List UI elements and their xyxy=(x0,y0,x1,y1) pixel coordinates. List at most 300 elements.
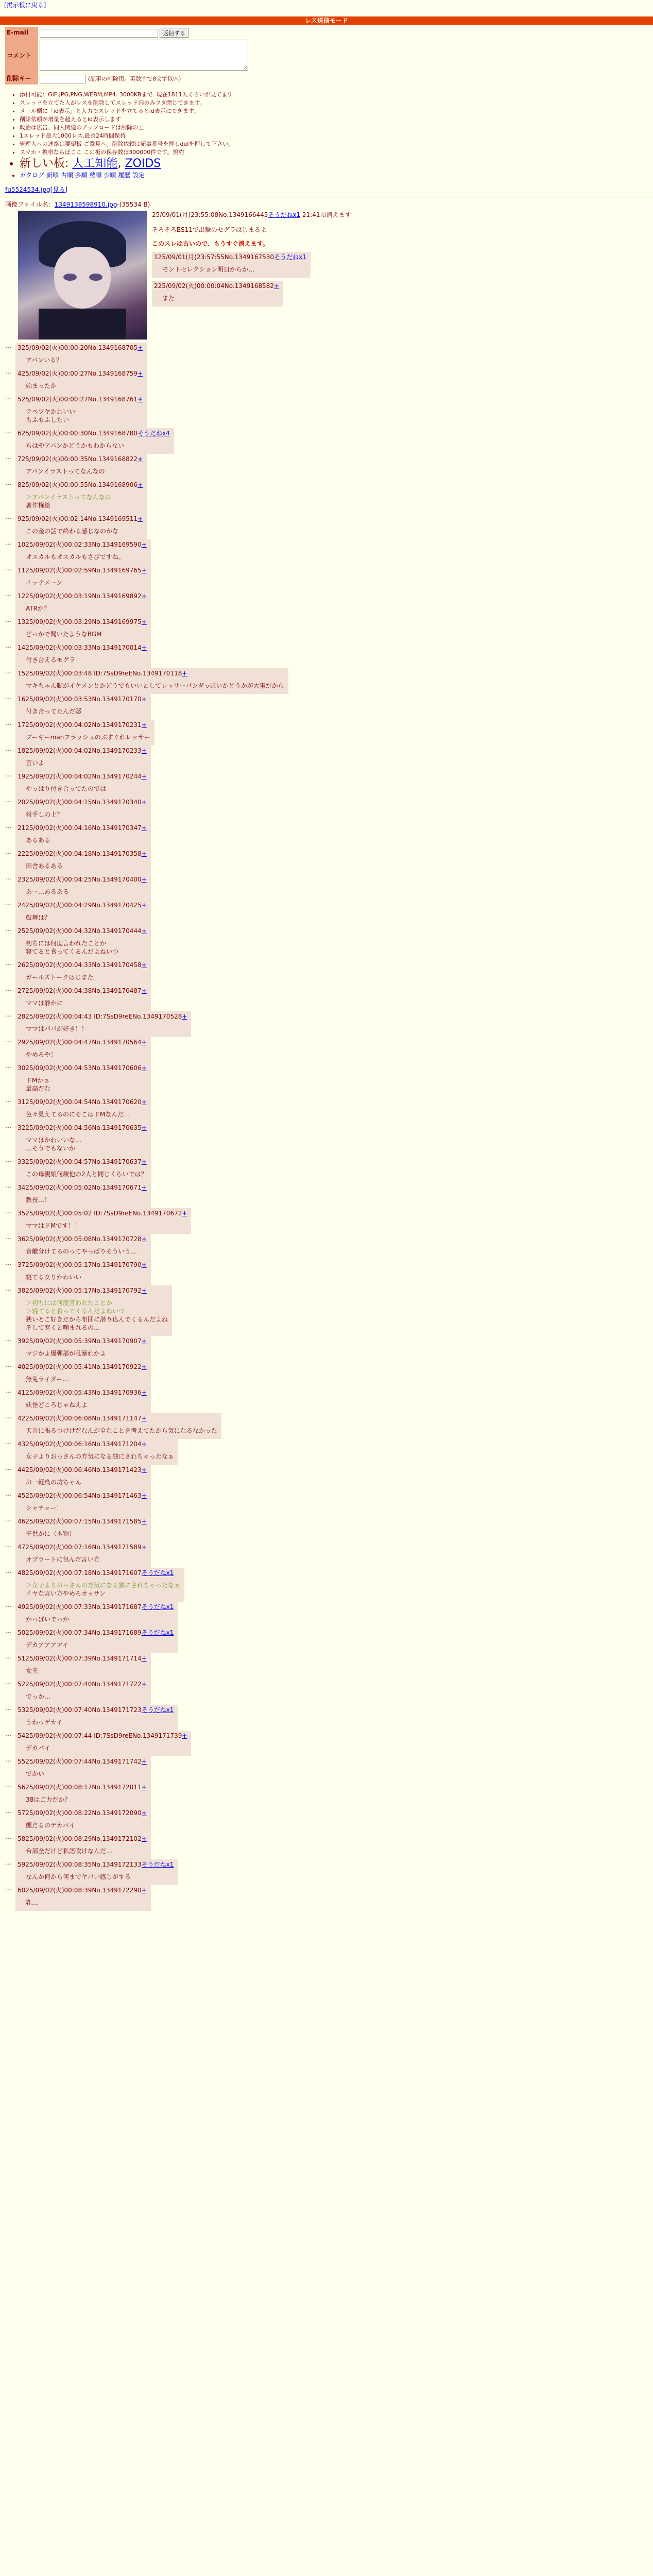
reply-indent-marker: … xyxy=(5,1010,11,1018)
sodane-button[interactable]: + xyxy=(141,1337,147,1345)
reply-line: ママはかわいいな… xyxy=(26,1136,82,1144)
reply-header-text: 4225/09/02(火)00:06:08No.1349171147 xyxy=(18,1414,142,1422)
reply-body xyxy=(18,463,143,477)
back-to-board-link[interactable]: [掲示板に戻る] xyxy=(4,2,46,9)
note-item: • スマホ・携帯ならばここ この板の保存数は300000件です。規約 xyxy=(20,148,653,157)
quote-line: ＞女子よりおっさんの方気になる独にされちゃったなぁ xyxy=(26,1581,181,1589)
reply-indent-marker: … xyxy=(5,770,11,778)
sodane-button[interactable]: + xyxy=(138,515,143,522)
quote-line: ＞アバンイラストってなんなの xyxy=(26,493,111,501)
reply-box xyxy=(15,900,151,926)
note-item: • 政治は広告、同人関連のアップロードは削除の上 xyxy=(20,124,653,132)
reply-row xyxy=(5,1413,653,1439)
reply-header-text: 4925/09/02(火)00:07:33No.1349171687 xyxy=(18,1603,142,1611)
reply-box xyxy=(15,642,151,668)
reply-header-text: 3825/09/02(火)00:05:17No.1349170792 xyxy=(18,1286,142,1294)
reply-indent-marker: … xyxy=(5,899,11,907)
reply-body xyxy=(18,1046,147,1060)
sodane-button[interactable]: + xyxy=(141,1388,147,1396)
reply-body xyxy=(18,600,147,614)
sodane-button[interactable]: + xyxy=(141,747,147,754)
sodane-button[interactable]: + xyxy=(141,618,147,625)
sodane-button[interactable]: + xyxy=(141,1835,147,1842)
sodane-button[interactable]: + xyxy=(141,1064,147,1072)
reply-box xyxy=(15,823,151,849)
sodane-button[interactable]: そうだねx1 xyxy=(141,1569,174,1577)
sodane-button[interactable]: + xyxy=(141,1680,147,1688)
reply-line: 田舎あるある xyxy=(26,862,63,870)
sodane-button[interactable]: + xyxy=(182,1012,187,1020)
reply-body xyxy=(18,1192,147,1205)
reply-body xyxy=(18,729,150,742)
new-board-link[interactable]: 人工知能 xyxy=(72,157,118,170)
reply-indent-marker: … xyxy=(5,1062,11,1070)
reply-line: 台部全だけど私語吹けなんだ… xyxy=(26,1847,113,1855)
reply-header xyxy=(18,850,147,858)
reply-box xyxy=(15,617,151,642)
reply-row xyxy=(5,565,653,591)
sodane-button[interactable]: + xyxy=(182,1732,187,1739)
reply-body xyxy=(18,1448,174,1462)
reply-indent-marker: … xyxy=(5,1781,11,1789)
sodane-button[interactable]: + xyxy=(141,1235,147,1243)
reply-header-text: 1325/09/02(火)00:03:29No.1349169975 xyxy=(18,618,142,625)
reply-header-text: 2525/09/02(火)00:04:32No.1349170444 xyxy=(18,927,142,935)
reply-header-text: 2825/09/02(火)00:04:43 ID:7SsD9reENo.1349170528 xyxy=(18,1012,182,1020)
reply-line: マジかよ爆弾部が乱暴れかよ xyxy=(26,1349,107,1357)
sodane-button[interactable]: + xyxy=(141,1466,147,1473)
reply-indent-marker: … xyxy=(5,693,11,701)
reply-row xyxy=(5,1465,653,1490)
reply-header xyxy=(18,481,143,489)
sodane-button[interactable]: + xyxy=(138,344,143,351)
submit-reply-button[interactable]: 返信する xyxy=(160,28,188,38)
sodane-button[interactable]: + xyxy=(274,282,280,290)
new-board-link[interactable]: ZOIDS xyxy=(125,157,161,170)
reply-box xyxy=(15,591,151,617)
op-thumbnail[interactable] xyxy=(18,211,147,340)
reply-body xyxy=(18,549,147,562)
reply-row xyxy=(5,823,653,849)
sodane-button[interactable]: + xyxy=(141,987,147,994)
sodane-button[interactable]: + xyxy=(141,721,147,728)
reply-line: 付き合えるモグラ xyxy=(26,656,76,664)
sodane-button[interactable]: + xyxy=(141,566,147,574)
catalog-link[interactable]: カタログ xyxy=(20,171,45,179)
sodane-button[interactable]: + xyxy=(141,643,147,651)
reply-indent-marker: … xyxy=(5,641,11,649)
sodane-button[interactable]: + xyxy=(141,850,147,857)
reply-row xyxy=(5,617,653,642)
reply-box xyxy=(15,394,147,428)
file-view-link[interactable]: fu5524534.jpg[見る] xyxy=(5,185,68,193)
reply-box xyxy=(15,1679,151,1705)
sodane-button[interactable]: + xyxy=(141,1757,147,1765)
reply-body xyxy=(18,1791,147,1805)
reply-header xyxy=(18,1783,147,1791)
reply-row xyxy=(5,1336,653,1362)
catalog-links xyxy=(20,171,653,179)
reply-indent-marker: … xyxy=(5,1858,11,1866)
delete-key-field[interactable] xyxy=(40,75,86,83)
post-form xyxy=(5,27,250,84)
op-header-text: 25/09/01(月)23:55:08No.1349166445 xyxy=(152,211,268,218)
delete-key-label: 削除キー xyxy=(5,74,38,84)
sodane-button[interactable]: + xyxy=(138,369,143,377)
reply-header-text: 825/09/02(火)00:00:55No.1349168906 xyxy=(18,481,138,488)
reply-line: 初ちには何度言われたことか xyxy=(26,939,107,947)
reply-row xyxy=(5,849,653,874)
reply-indent-marker: … xyxy=(5,796,11,804)
reply-header-text: 4725/09/02(火)00:07:16No.1349171589 xyxy=(18,1543,142,1551)
reply-box xyxy=(15,1387,151,1413)
sodane-button[interactable]: そうだねx1 xyxy=(274,253,306,261)
reply-indent-marker: … xyxy=(5,1233,11,1241)
sodane-button[interactable]: + xyxy=(141,1124,147,1131)
sodane-button[interactable]: + xyxy=(141,1783,147,1791)
reply-indent-marker: … xyxy=(5,564,11,572)
reply-row xyxy=(5,1123,653,1157)
reply-box xyxy=(15,1705,178,1731)
sodane-button[interactable]: + xyxy=(141,927,147,935)
reply-row xyxy=(5,480,653,514)
sodane-button[interactable]: そうだねx1 xyxy=(141,1860,174,1868)
reply-body xyxy=(18,832,147,845)
reply-box xyxy=(15,1885,151,1911)
reply-header xyxy=(18,1388,147,1397)
sodane-button[interactable]: + xyxy=(141,1543,147,1551)
reply-line: もふもふしたい xyxy=(26,416,70,423)
sodane-button[interactable]: + xyxy=(141,1492,147,1499)
reply-box xyxy=(15,1097,151,1123)
sodane-button[interactable]: そうだねx4 xyxy=(138,429,170,437)
reply-header xyxy=(18,1440,174,1448)
reply-row xyxy=(5,642,653,668)
reply-indent-marker: … xyxy=(5,1626,11,1634)
reply-indent-marker: … xyxy=(5,513,11,520)
reply-header-text: 325/09/02(火)00:00:20No.1349168705 xyxy=(18,344,138,351)
reply-row xyxy=(5,874,653,900)
reply-header-text: 3425/09/02(火)00:05:02No.1349170671 xyxy=(18,1183,142,1191)
reply-header-text: 225/09/02(火)00:00:04No.1349168582 xyxy=(154,282,274,290)
reply-line: マキちゃん脚がイケメンとかどうでもいいとしてレッサーパンダっぽいかどうかが大事だから xyxy=(26,682,284,689)
reply-body xyxy=(18,378,143,391)
reply-row xyxy=(5,1602,653,1628)
sodane-button[interactable]: + xyxy=(141,1414,147,1422)
sodane-button[interactable]: + xyxy=(141,540,147,548)
reply-header xyxy=(18,1012,187,1021)
sort-link[interactable]: 新順 xyxy=(46,171,59,179)
reply-header-text: 5825/09/02(火)00:08:29No.1349172102 xyxy=(18,1835,142,1842)
sodane-button[interactable]: + xyxy=(141,798,147,806)
sodane-button[interactable]: + xyxy=(141,1440,147,1448)
sodane-button[interactable]: + xyxy=(141,1517,147,1525)
reply-box xyxy=(15,668,288,694)
sodane-button[interactable]: + xyxy=(141,875,147,883)
reply-line: デカアアアアイ xyxy=(26,1641,68,1649)
reply-row xyxy=(5,694,653,720)
reply-header-text: 5325/09/02(火)00:07:40No.1349171723 xyxy=(18,1706,142,1714)
reply-body xyxy=(18,652,147,665)
reply-row xyxy=(5,454,653,480)
reply-header xyxy=(18,1732,187,1740)
sodane-button[interactable]: + xyxy=(141,772,147,780)
op-body xyxy=(152,209,653,308)
reply-row xyxy=(5,1756,653,1782)
sodane-button[interactable]: + xyxy=(141,1261,147,1268)
reply-row xyxy=(5,539,653,565)
sodane-button[interactable]: そうだねx1 xyxy=(141,1603,174,1611)
reply-header xyxy=(18,1209,187,1217)
reply-line: オスカルもオスカルもさびですね。 xyxy=(26,553,125,561)
reply-box xyxy=(15,565,151,591)
sodane-button[interactable]: + xyxy=(182,1209,187,1217)
reply-line: イッテメーン xyxy=(26,579,63,586)
reply-line: 女王 xyxy=(26,1667,39,1674)
reply-body xyxy=(18,806,147,820)
reply-header xyxy=(18,1629,174,1637)
op-file-link[interactable]: 1349138598910.jpg xyxy=(54,200,117,208)
old-thread-warning: このスレは古いので、もうすぐ消えます。 xyxy=(152,240,269,247)
reply-line: 寝てる女りかわいい xyxy=(26,1273,82,1281)
reply-indent-marker: … xyxy=(5,1541,11,1549)
reply-indent-marker: … xyxy=(5,427,11,435)
reply-header xyxy=(18,618,147,626)
reply-row xyxy=(5,1157,653,1182)
reply-row xyxy=(5,343,653,368)
sort-link[interactable]: 多順 xyxy=(75,171,88,179)
reply-header-text: 2125/09/02(火)00:04:16No.1349170347 xyxy=(18,824,142,832)
sodane-button[interactable]: そうだねx1 xyxy=(268,211,301,218)
reply-header xyxy=(18,540,147,549)
history-link[interactable]: 履歴 xyxy=(118,171,131,179)
sodane-button[interactable]: + xyxy=(141,1098,147,1106)
reply-line: ガールズトークはじまた xyxy=(26,973,94,981)
sodane-button[interactable]: + xyxy=(141,1038,147,1046)
reply-header xyxy=(18,1124,147,1132)
sodane-button[interactable]: + xyxy=(141,901,147,909)
reply-header xyxy=(18,1337,147,1345)
reply-box xyxy=(15,1362,151,1387)
sodane-button[interactable]: + xyxy=(141,1363,147,1370)
reply-header xyxy=(18,1158,147,1166)
reply-row xyxy=(5,720,653,745)
reply-row xyxy=(5,1182,653,1208)
reply-box xyxy=(15,1037,151,1063)
reply-box xyxy=(15,849,151,874)
sodane-button[interactable]: + xyxy=(141,1809,147,1817)
note-item: • 削除依頼が増量を超えるとid表示します xyxy=(20,115,653,124)
reply-line: あるある xyxy=(26,836,51,844)
reply-header-text: 2725/09/02(火)00:04:38No.1349170487 xyxy=(18,987,142,994)
sodane-button[interactable]: + xyxy=(141,961,147,969)
sodane-button[interactable]: そうだねx1 xyxy=(141,1629,174,1636)
reply-body xyxy=(18,1740,187,1753)
reply-line: かっぱいでっか xyxy=(26,1615,70,1623)
reply-row xyxy=(5,1362,653,1387)
reply-line: この金の話で終わる感じなのかな xyxy=(26,527,119,535)
reply-row xyxy=(5,514,653,539)
comment-textarea[interactable] xyxy=(40,40,248,71)
reply-header xyxy=(18,1654,147,1663)
reply-header-text: 125/09/01(月)23:57:55No.1349167530 xyxy=(154,253,274,261)
reply-body xyxy=(18,1551,147,1565)
note-item: • 管理人への連絡は要望板 ご意見へ。削除依頼は記事番号を押しdelを押して下さい。 xyxy=(20,140,653,148)
reply-row xyxy=(5,1516,653,1542)
reply-indent-marker: … xyxy=(5,1259,11,1266)
reply-body xyxy=(18,1688,147,1702)
reply-box xyxy=(15,926,151,960)
sodane-button[interactable]: + xyxy=(141,1286,147,1294)
new-boards-label: 新しい板: xyxy=(20,157,69,170)
sort-link[interactable]: 少順 xyxy=(104,171,116,179)
reply-body xyxy=(18,626,147,639)
reply-row xyxy=(5,986,653,1011)
reply-header-text: 6025/09/02(火)00:08:39No.1349172290 xyxy=(18,1886,142,1894)
sodane-button[interactable]: + xyxy=(141,824,147,832)
reply-line: …そうでもないか xyxy=(26,1144,76,1152)
reply-line: イヤな言い方やめろオッサン xyxy=(26,1589,106,1597)
reply-header xyxy=(18,1492,147,1500)
reply-line: 教授…！ xyxy=(26,1196,51,1204)
reply-header xyxy=(18,1517,147,1526)
reply-box xyxy=(15,771,151,797)
reply-row xyxy=(5,1387,653,1413)
reply-row xyxy=(5,1731,653,1756)
reply-header-text: 4125/09/02(火)00:05:43No.1349170936 xyxy=(18,1388,142,1396)
reply-line: 鰹だるのデカパイ xyxy=(26,1821,75,1829)
reply-box xyxy=(15,797,151,823)
reply-line: そして寒くと噛まれるの… xyxy=(26,1324,100,1331)
reply-header-text: 925/09/02(火)00:02:14No.1349169511 xyxy=(18,515,138,522)
reply-header xyxy=(18,927,147,935)
reply-box xyxy=(15,1490,151,1516)
reply-header xyxy=(18,1860,174,1869)
reply-indent-marker: … xyxy=(5,1704,11,1711)
reply-header-text: 3025/09/02(火)00:04:53No.1349170606 xyxy=(18,1064,142,1072)
reply-line: 始まったか xyxy=(26,382,57,389)
reply-header-text: 5525/09/02(火)00:07:44No.1349171742 xyxy=(18,1757,142,1765)
reply-line: 付き合ってたんだ🐱 xyxy=(26,707,82,715)
sodane-button[interactable]: + xyxy=(141,695,147,703)
sodane-button[interactable]: + xyxy=(138,455,143,463)
reply-header xyxy=(18,1603,174,1611)
reply-body xyxy=(18,574,147,588)
email-field[interactable] xyxy=(40,29,158,38)
sodane-button[interactable]: そうだねx1 xyxy=(141,1706,174,1714)
reply-header-text: 1225/09/02(火)00:03:19No.1349169892 xyxy=(18,592,142,600)
reply-row xyxy=(5,1234,653,1260)
reply-text: モントセレクション明日からか… xyxy=(162,265,255,273)
reply-indent-marker: … xyxy=(5,1386,11,1394)
reply-indent-marker: … xyxy=(5,959,11,967)
reply-header-text: 5425/09/02(火)00:07:44 ID:7SsD9reENo.1349171739 xyxy=(18,1732,182,1739)
sodane-button[interactable]: + xyxy=(141,1158,147,1165)
reply-header xyxy=(18,695,147,703)
sort-link[interactable]: 勢順 xyxy=(89,171,102,179)
reply-box xyxy=(15,874,151,900)
reply-box xyxy=(15,428,174,454)
reply-body xyxy=(18,1843,147,1856)
reply-line: 鼓舞は？ xyxy=(26,913,51,921)
reply-line: デカパイ xyxy=(26,1744,50,1752)
reply-body xyxy=(18,995,147,1008)
reply-indent-marker: … xyxy=(5,1678,11,1686)
reply-row xyxy=(5,745,653,771)
sodane-button[interactable]: + xyxy=(138,481,143,488)
reply-box xyxy=(15,1336,151,1362)
reply-indent-marker: … xyxy=(5,719,11,726)
reply-header-text: 525/09/02(火)00:00:27No.1349168761 xyxy=(18,395,138,403)
sodane-button[interactable]: + xyxy=(182,669,187,677)
reply-box xyxy=(15,745,151,771)
reply-body xyxy=(18,523,143,536)
new-boards: • 新しい板: 人工知能, ZOIDS xyxy=(20,157,653,171)
reply-box xyxy=(15,1465,151,1490)
reply-line: 天井に張るつけけだなんが全なことを考えてたから気になるなかった xyxy=(26,1427,217,1434)
reply-line: どっかで聞いたようなBGM xyxy=(26,630,102,638)
reply-indent-marker: … xyxy=(5,873,11,881)
reply-box xyxy=(15,343,147,368)
board-notes xyxy=(20,91,653,179)
reply-box xyxy=(15,1628,178,1653)
reply-line: ATRか？ xyxy=(26,604,50,612)
reply-box xyxy=(15,1260,151,1285)
reply-indent-marker: … xyxy=(5,848,11,855)
reply-line: 色々見えてるのにそこはドMなんだ… xyxy=(26,1110,130,1118)
reply-header xyxy=(18,455,143,463)
reply-header-text: 5125/09/02(火)00:07:39No.1349171714 xyxy=(18,1654,142,1662)
reply-body xyxy=(18,1611,174,1624)
reply-header-text: 4625/09/02(火)00:07:15No.1349171585 xyxy=(18,1517,142,1525)
reply-box xyxy=(15,1859,178,1885)
sodane-button[interactable]: + xyxy=(141,592,147,600)
reply-indent-marker: … xyxy=(5,1284,11,1292)
reply-body xyxy=(18,352,143,365)
reply-indent-marker: … xyxy=(5,479,11,486)
reply-box xyxy=(15,986,151,1011)
reply-header-text: 1925/09/02(火)00:04:02No.1349170244 xyxy=(18,772,142,780)
reply-line: 最高だな xyxy=(26,1084,51,1092)
reply-body xyxy=(18,935,147,957)
sodane-button[interactable]: + xyxy=(141,1886,147,1894)
sodane-button[interactable]: + xyxy=(138,395,143,403)
reply-header-text: 2925/09/02(火)00:04:47No.1349170564 xyxy=(18,1038,142,1046)
sodane-button[interactable]: + xyxy=(141,1654,147,1662)
reply-header-text: 725/09/02(火)00:00:35No.1349168822 xyxy=(18,455,138,463)
reply-box xyxy=(15,694,151,720)
reply-header-text: 4025/09/02(火)00:05:41No.1349170922 xyxy=(18,1363,142,1370)
reply-header xyxy=(18,1261,147,1269)
reply-body xyxy=(18,1397,147,1410)
reply-indent-marker: … xyxy=(5,1361,11,1368)
reply-body xyxy=(18,1166,147,1179)
reply-indent-marker: … xyxy=(5,1207,11,1215)
reply-body xyxy=(18,781,147,794)
reply-header xyxy=(18,515,143,523)
quote-line: ＞初ちには何度言われたことか xyxy=(26,1299,113,1307)
settings-link[interactable]: 設定 xyxy=(132,171,145,179)
reply-body xyxy=(18,1500,147,1513)
reply-header xyxy=(18,1835,147,1843)
sodane-button[interactable]: + xyxy=(141,1183,147,1191)
sort-link[interactable]: 古順 xyxy=(60,171,73,179)
reply-body xyxy=(18,1766,147,1779)
note-item: • メール欄に「id表示」と入力でスレッドを立てるとid表示にできます。 xyxy=(20,107,653,115)
reply-body xyxy=(18,1894,147,1908)
reply-body xyxy=(18,677,284,691)
reply-line: でっか… xyxy=(26,1692,51,1700)
